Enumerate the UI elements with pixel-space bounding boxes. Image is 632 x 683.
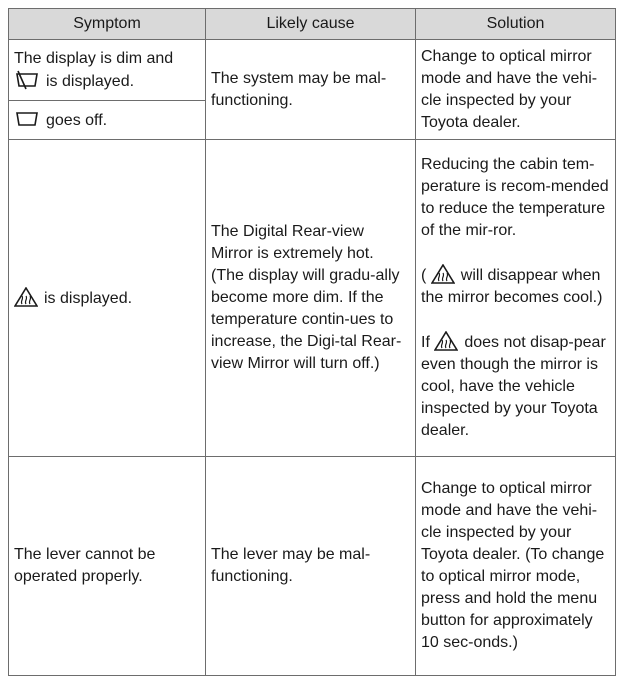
crossed-mirror-display-icon bbox=[14, 70, 40, 90]
mirror-display-icon bbox=[14, 109, 40, 129]
likely-cause-cell: The system may be mal-functioning. bbox=[206, 40, 416, 140]
solution-cell: Change to optical mirror mode and have the vehi-cle inspected by your Toyota dealer. (To change to optical mirror mode, press and hold the menu button for approximately 10 sec-onds.) bbox=[416, 457, 616, 676]
solution-text: does not disap-pear even though the mirror is cool, have the vehicle inspected by your Toyota dealer. bbox=[421, 334, 606, 439]
table-row bbox=[9, 457, 616, 676]
likely-cause-cell: The lever may be mal-functioning. bbox=[206, 457, 416, 676]
symptom-text: is displayed. bbox=[46, 72, 135, 90]
solution-text: will disappear when the mirror becomes cool.) bbox=[421, 267, 603, 306]
table-row bbox=[9, 140, 616, 457]
symptom-text: is displayed. bbox=[44, 289, 133, 307]
header-solution: Solution bbox=[416, 9, 616, 40]
high-temperature-warning-icon bbox=[14, 287, 38, 307]
header-likely-cause: Likely cause bbox=[206, 9, 416, 40]
solution-cell: Change to optical mirror mode and have the vehi-cle inspected by your Toyota dealer. bbox=[416, 40, 616, 140]
header-symptom: Symptom bbox=[9, 9, 206, 40]
symptom-cell bbox=[9, 40, 206, 101]
symptom-text: The display is dim and bbox=[14, 49, 174, 67]
table-row bbox=[9, 40, 616, 101]
symptom-cell bbox=[9, 101, 206, 140]
troubleshooting-table bbox=[8, 8, 616, 676]
header-row bbox=[9, 9, 616, 40]
solution-text: ( bbox=[421, 267, 427, 284]
high-temperature-warning-icon bbox=[431, 264, 455, 284]
symptom-text: goes off. bbox=[46, 111, 108, 129]
high-temperature-warning-icon bbox=[434, 331, 458, 351]
solution-text: If bbox=[421, 334, 430, 351]
solution-cell bbox=[416, 140, 616, 457]
symptom-cell bbox=[9, 140, 206, 457]
likely-cause-cell: The Digital Rear-view Mirror is extremely hot. (The display will gradu-ally become more dim. If the temperature contin-ues to increase, the Digi-tal Rear-view Mirror will turn off.) bbox=[206, 140, 416, 457]
symptom-cell: The lever cannot be operated properly. bbox=[9, 457, 206, 676]
solution-text: Reducing the cabin tem-perature is recom-mended to reduce the temperature of the mir-ror. bbox=[421, 156, 609, 239]
